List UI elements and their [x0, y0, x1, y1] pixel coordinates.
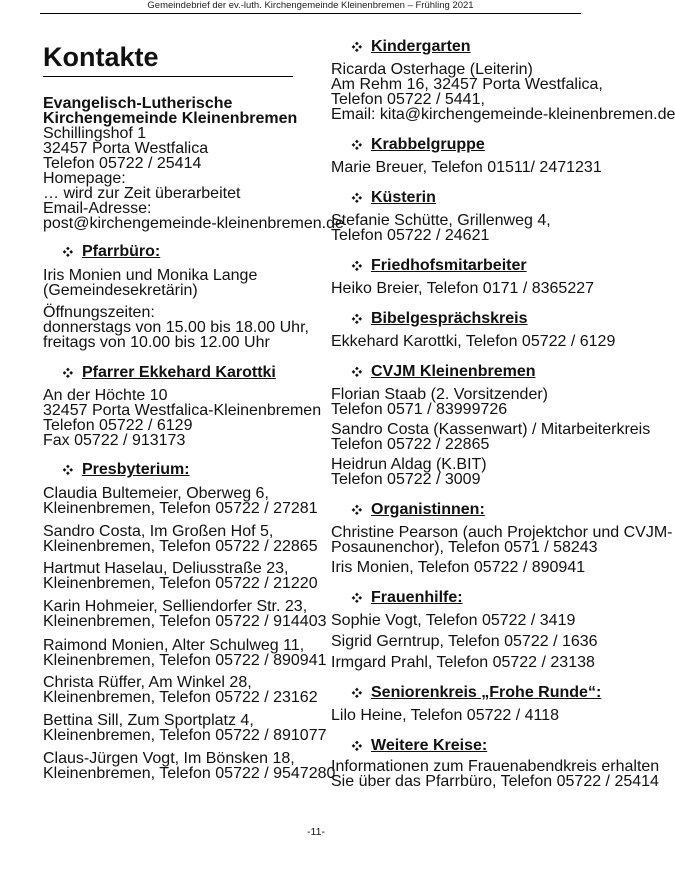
cvjm-entry: Florian Staab (2. Vorsitzender) — [331, 386, 548, 403]
running-header: Gemeindebrief der ev.-luth. Kirchengemeinde Kleinenbremen – Frühling 2021 — [40, 0, 581, 14]
pfarrbuero-line: (Gemeindesekretärin) — [43, 282, 198, 299]
presbyter-entry: Kleinenbremen, Telefon 05722 / 27281 — [43, 500, 318, 517]
cvjm-entry: Telefon 0571 / 83999726 — [331, 401, 508, 418]
org-name-line-2: Kirchengemeinde Kleinenbremen — [43, 110, 298, 127]
four-diamond-bullet-icon — [63, 247, 73, 257]
section-heading-label: Weitere Kreise: — [371, 737, 488, 754]
section-heading-label: Pfarrer Ekkehard Karottki — [82, 364, 276, 381]
bibelkreis-line: Ekkehard Karottki, Telefon 05722 / 6129 — [331, 333, 616, 350]
friedhof-line: Heiko Breier, Telefon 0171 / 8365227 — [331, 280, 595, 297]
pfarrer-line: 32457 Porta Westfalica-Kleinenbremen — [43, 402, 322, 419]
opening-hours-line: donnerstags von 15.00 bis 18.00 Uhr, — [43, 319, 309, 336]
section-heading-label: Presbyterium: — [82, 461, 190, 478]
section-heading-frauenhilfe — [352, 589, 463, 607]
four-diamond-bullet-icon — [63, 465, 73, 475]
pfarrbuero-line: Iris Monien und Monika Lange — [43, 267, 258, 284]
four-diamond-bullet-icon — [352, 688, 362, 698]
presbyter-entry: Hartmut Haselau, Deliusstraße 23, — [43, 560, 289, 577]
organistin-entry: Posaunenchor), Telefon 0571 / 58243 — [331, 539, 598, 556]
presbyter-entry: Kleinenbremen, Telefon 05722 / 890941 — [43, 652, 327, 669]
four-diamond-bullet-icon — [352, 314, 362, 324]
page-title: Kontakte — [43, 42, 293, 77]
pfarrer-line: Telefon 05722 / 6129 — [43, 417, 193, 434]
organistin-entry: Iris Monien, Telefon 05722 / 890941 — [331, 559, 586, 576]
section-heading-label: Bibelgesprächskreis — [371, 310, 528, 327]
kuesterin-line: Telefon 05722 / 24621 — [331, 227, 490, 244]
presbyter-entry: Christa Rüffer, Am Winkel 28, — [43, 674, 252, 691]
kindergarten-line: Email: kita@kirchengemeinde-kleinenbremen.de — [331, 106, 675, 123]
kindergarten-line: Telefon 05722 / 5441, — [331, 91, 485, 108]
four-diamond-bullet-icon — [352, 593, 362, 603]
pfarrer-line: An der Höchte 10 — [43, 387, 168, 404]
presbyter-entry: Karin Hohmeier, Selliendorfer Str. 23, — [43, 598, 308, 615]
org-homepage-label: Homepage: — [43, 170, 126, 187]
presbyter-entry: Sandro Costa, Im Großen Hof 5, — [43, 523, 274, 540]
presbyter-entry: Raimond Monien, Alter Schulweg 11, — [43, 637, 305, 654]
cvjm-entry: Telefon 05722 / 3009 — [331, 471, 481, 488]
presbyter-entry: Claus-Jürgen Vogt, Im Bönsken 18, — [43, 750, 295, 767]
section-heading-label: Kindergarten — [371, 38, 471, 55]
section-heading-kindergarten — [352, 38, 471, 56]
org-phone: Telefon 05722 / 25414 — [43, 155, 202, 172]
section-heading-weitere-kreise — [352, 737, 487, 755]
four-diamond-bullet-icon — [63, 368, 73, 378]
org-address-street: Schillingshof 1 — [43, 125, 147, 142]
cvjm-entry: Heidrun Aldag (K.BIT) — [331, 456, 487, 473]
four-diamond-bullet-icon — [352, 741, 362, 751]
section-heading-krabbelgruppe — [352, 136, 485, 154]
section-heading-label: Krabbelgruppe — [371, 136, 485, 153]
org-address-city: 32457 Porta Westfalica — [43, 140, 209, 157]
section-heading-label: Organistinnen: — [371, 501, 485, 518]
kindergarten-line: Ricarda Osterhage (Leiterin) — [331, 61, 533, 78]
section-heading-label: Pfarrbüro: — [82, 243, 161, 260]
section-heading-seniorenkreis — [352, 684, 601, 702]
presbyter-entry: Kleinenbremen, Telefon 05722 / 914403 — [43, 613, 327, 630]
presbyter-entry: Kleinenbremen, Telefon 05722 / 22865 — [43, 538, 318, 555]
section-heading-pfarrer — [63, 364, 276, 382]
presbyter-entry: Kleinenbremen, Telefon 05722 / 21220 — [43, 575, 318, 592]
org-email-value: post@kirchengemeinde-kleinenbremen.de — [43, 215, 344, 232]
presbyter-entry: Claudia Bultemeier, Oberweg 6, — [43, 485, 269, 502]
org-homepage-value: … wird zur Zeit überarbeitet — [43, 185, 241, 202]
org-email-label: Email-Adresse: — [43, 200, 152, 217]
four-diamond-bullet-icon — [352, 193, 362, 203]
four-diamond-bullet-icon — [352, 261, 362, 271]
presbyter-entry: Kleinenbremen, Telefon 05722 / 23162 — [43, 689, 318, 706]
weitere-kreise-line: Sie über das Pfarrbüro, Telefon 05722 / 25414 — [331, 773, 659, 790]
section-heading-pfarrbuero — [63, 243, 160, 261]
section-heading-bibelkreis — [352, 310, 528, 328]
seniorenkreis-line: Lilo Heine, Telefon 05722 / 4118 — [331, 707, 560, 724]
organistin-entry: Christine Pearson (auch Projektchor und CVJM- — [331, 524, 673, 541]
pfarrer-line: Fax 05722 / 913173 — [43, 432, 186, 449]
opening-hours-label: Öffnungszeiten: — [43, 304, 155, 321]
section-heading-cvjm — [352, 363, 535, 381]
presbyter-entry: Kleinenbremen, Telefon 05722 / 9547280 — [43, 765, 336, 782]
krabbelgruppe-line: Marie Breuer, Telefon 01511/ 2471231 — [331, 159, 602, 176]
section-heading-friedhof — [352, 257, 527, 275]
four-diamond-bullet-icon — [352, 140, 362, 150]
weitere-kreise-line: Informationen zum Frauenabendkreis erhalten — [331, 758, 660, 775]
section-heading-label: CVJM Kleinenbremen — [371, 363, 536, 380]
frauenhilfe-line: Sigrid Gerntrup, Telefon 05722 / 1636 — [331, 633, 598, 650]
section-heading-presbyterium — [63, 461, 190, 479]
frauenhilfe-line: Sophie Vogt, Telefon 05722 / 3419 — [331, 612, 576, 629]
section-heading-label: Friedhofsmitarbeiter — [371, 257, 527, 274]
section-heading-label: Seniorenkreis „Frohe Runde“: — [371, 684, 602, 701]
cvjm-entry: Telefon 05722 / 22865 — [331, 436, 490, 453]
kindergarten-line: Am Rehm 16, 32457 Porta Westfalica, — [331, 76, 603, 93]
section-heading-organistinnen — [352, 501, 485, 519]
org-name-line-1: Evangelisch-Lutherische — [43, 95, 233, 112]
four-diamond-bullet-icon — [352, 42, 362, 52]
page-number: -11- — [307, 826, 325, 838]
section-heading-label: Frauenhilfe: — [371, 589, 463, 606]
presbyter-entry: Kleinenbremen, Telefon 05722 / 891077 — [43, 727, 327, 744]
opening-hours-line: freitags von 10.00 bis 12.00 Uhr — [43, 334, 270, 351]
four-diamond-bullet-icon — [352, 505, 362, 515]
frauenhilfe-line: Irmgard Prahl, Telefon 05722 / 23138 — [331, 654, 595, 671]
cvjm-entry: Sandro Costa (Kassenwart) / Mitarbeiterkreis — [331, 421, 651, 438]
section-heading-kuesterin — [352, 189, 436, 207]
four-diamond-bullet-icon — [352, 367, 362, 377]
kuesterin-line: Stefanie Schütte, Grillenweg 4, — [331, 212, 551, 229]
section-heading-label: Küsterin — [371, 189, 436, 206]
presbyter-entry: Bettina Sill, Zum Sportplatz 4, — [43, 712, 254, 729]
